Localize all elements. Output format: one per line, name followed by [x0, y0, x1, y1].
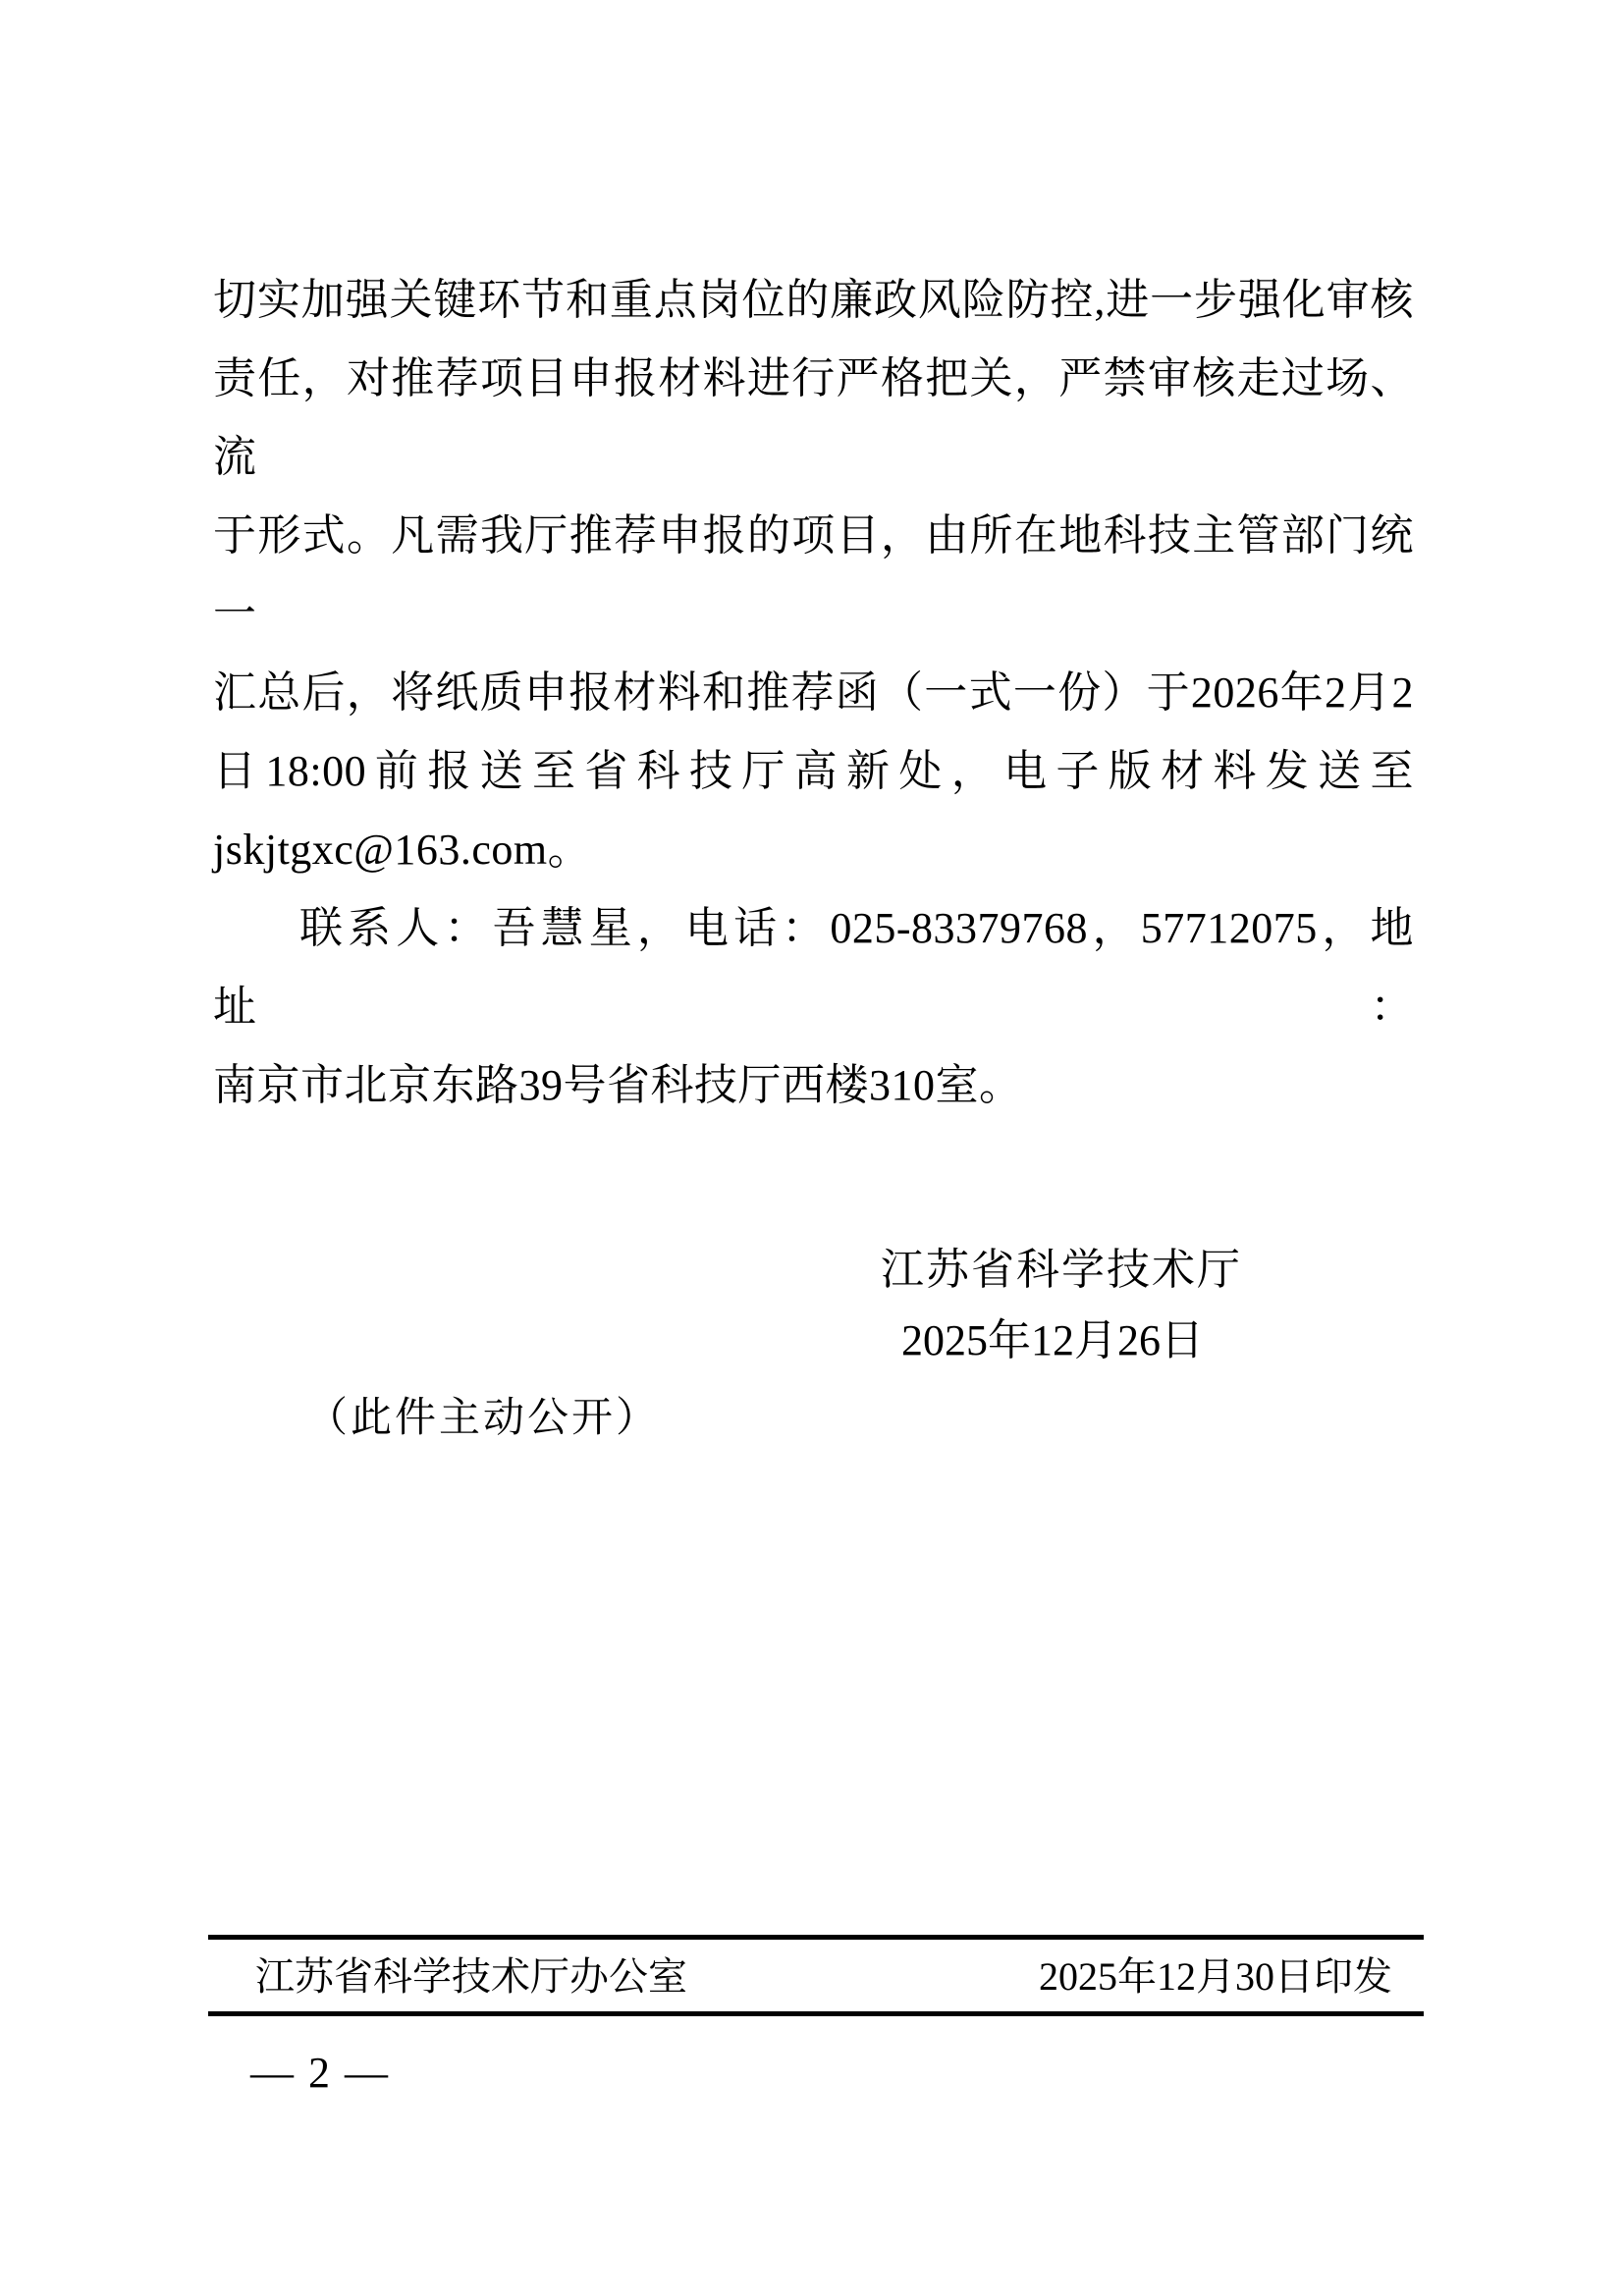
document-body	[213, 261, 1414, 1125]
body-paragraph-2	[213, 889, 1414, 1125]
paragraph-line: 于形式。凡需我厅推荐申报的项目，由所在地科技主管部门统一	[213, 511, 1414, 638]
paragraph-line: 汇总后，将纸质申报材料和推荐函（一式一份）于2026年2月2	[213, 668, 1414, 717]
disclosure-note: （此件主动公开）	[306, 1396, 661, 1441]
footer-rule-bottom	[208, 2011, 1424, 2016]
footer-row	[208, 1953, 1424, 2001]
signature-date: 2025年12月26日	[901, 1316, 1204, 1364]
footer-issuing-office: 江苏省科学技术厅办公室	[255, 1954, 687, 1999]
paragraph-line: 责任，对推荐项目申报材料进行严格把关，严禁审核走过场、流	[213, 354, 1414, 481]
address-line: 南京市北京东路39号省科技厅西楼310室。	[213, 1061, 1023, 1109]
email-line: jskjtgxc@163.com。	[213, 826, 592, 874]
contact-line: 联系人：吾慧星，电话：025-83379768，57712075，地址：	[213, 904, 1414, 1031]
page-number: — 2 —	[250, 2049, 390, 2097]
footer-print-date: 2025年12月30日印发	[1039, 1954, 1392, 1999]
footer-rule-top	[208, 1935, 1424, 1940]
paragraph-line: 日18:00前报送至省科技厅高新处，电子版材料发送至	[213, 747, 1414, 795]
body-paragraph-1	[213, 261, 1414, 889]
paragraph-line: 切实加强关键环节和重点岗位的廉政风险防控,进一步强化审核	[213, 276, 1414, 324]
signature-agency: 江苏省科学技术厅	[881, 1246, 1242, 1294]
